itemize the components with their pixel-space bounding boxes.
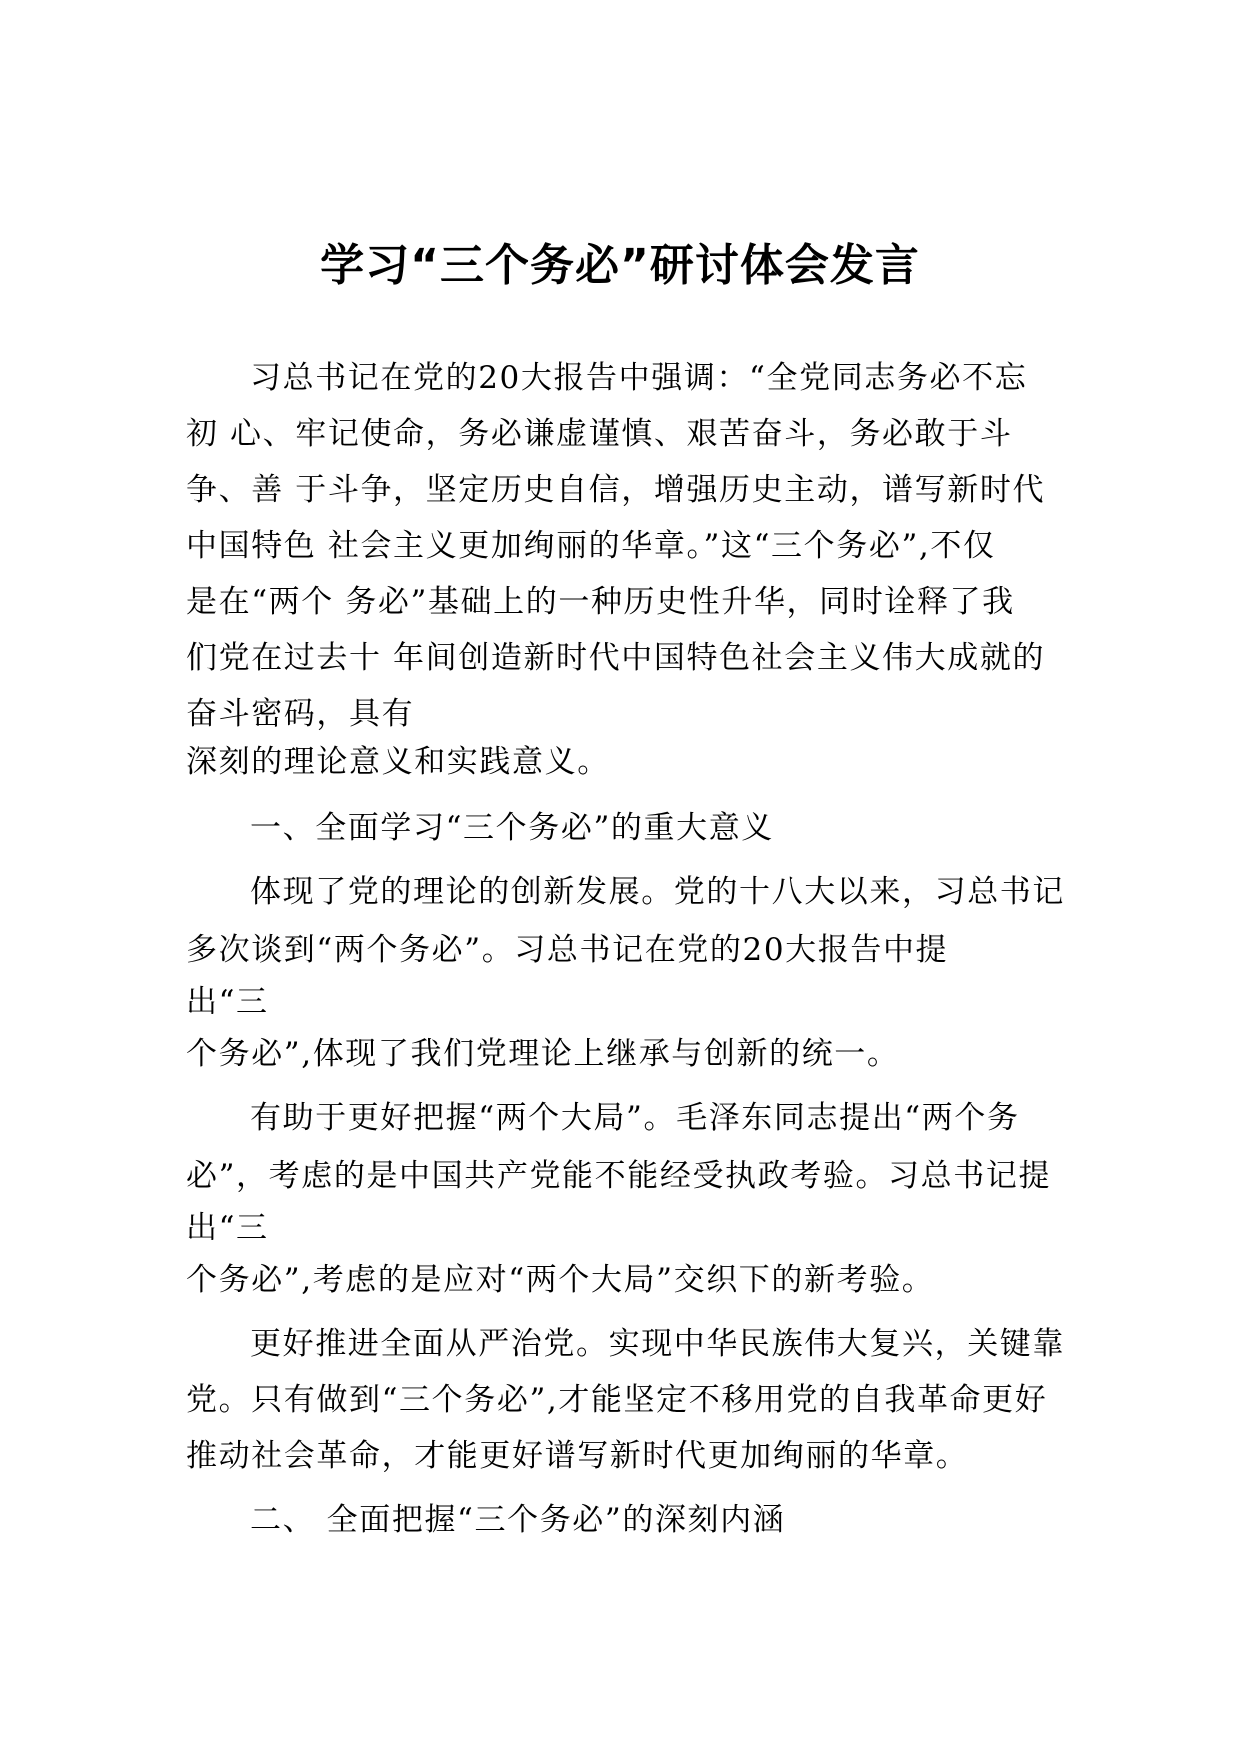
body-line: 出“三	[186, 1210, 269, 1246]
body-line: 中国特色 社会主义更加绚丽的华章。”这“三个务必”,不仅	[186, 528, 996, 564]
body-line: 初 心、牢记使命，务必谦虚谨慎、艰苦奋斗，务必敢于斗	[186, 416, 1013, 452]
body-line: 推动社会革命，才能更好谱写新时代更加绚丽的华章。	[186, 1438, 969, 1474]
body-line: 习总书记在党的20大报告中强调：“全党同志务必不忘	[250, 360, 1028, 396]
body-line: 奋斗密码，具有	[186, 696, 415, 732]
body-line: 更好推进全面从严治党。实现中华民族伟大复兴，关键靠	[250, 1326, 1065, 1362]
body-line: 深刻的理论意义和实践意义。	[186, 744, 610, 780]
body-line: 争、善 于斗争，坚定历史自信，增强历史主动，谱写新时代	[186, 472, 1046, 508]
body-line: 多次谈到“两个务必”。习总书记在党的20大报告中提	[186, 932, 949, 968]
section-heading: 二、 全面把握“三个务必”的深刻内涵	[250, 1502, 786, 1538]
body-line: 个务必”,考虑的是应对“两个大局”交织下的新考验。	[186, 1262, 935, 1298]
body-line: 党。只有做到“三个务必”,才能坚定不移用党的自我革命更好	[186, 1382, 1048, 1418]
body-line: 必”，考虑的是中国共产党能不能经受执政考验。习总书记提	[186, 1158, 1052, 1194]
body-line: 体现了党的理论的创新发展。党的十八大以来，习总书记	[250, 874, 1065, 910]
body-line: 是在“两个 务必”基础上的一种历史性升华，同时诠释了我	[186, 584, 1015, 620]
body-line: 有助于更好把握“两个大局”。毛泽东同志提出“两个务	[250, 1100, 1020, 1136]
section-heading: 一、全面学习“三个务必”的重大意义	[250, 810, 774, 846]
body-line: 个务必”,体现了我们党理论上继承与创新的统一。	[186, 1036, 900, 1072]
document-title: 学习“三个务必”研讨体会发言	[320, 240, 920, 291]
body-line: 出“三	[186, 984, 269, 1020]
body-line: 们党在过去十 年间创造新时代中国特色社会主义伟大成就的	[186, 640, 1046, 676]
